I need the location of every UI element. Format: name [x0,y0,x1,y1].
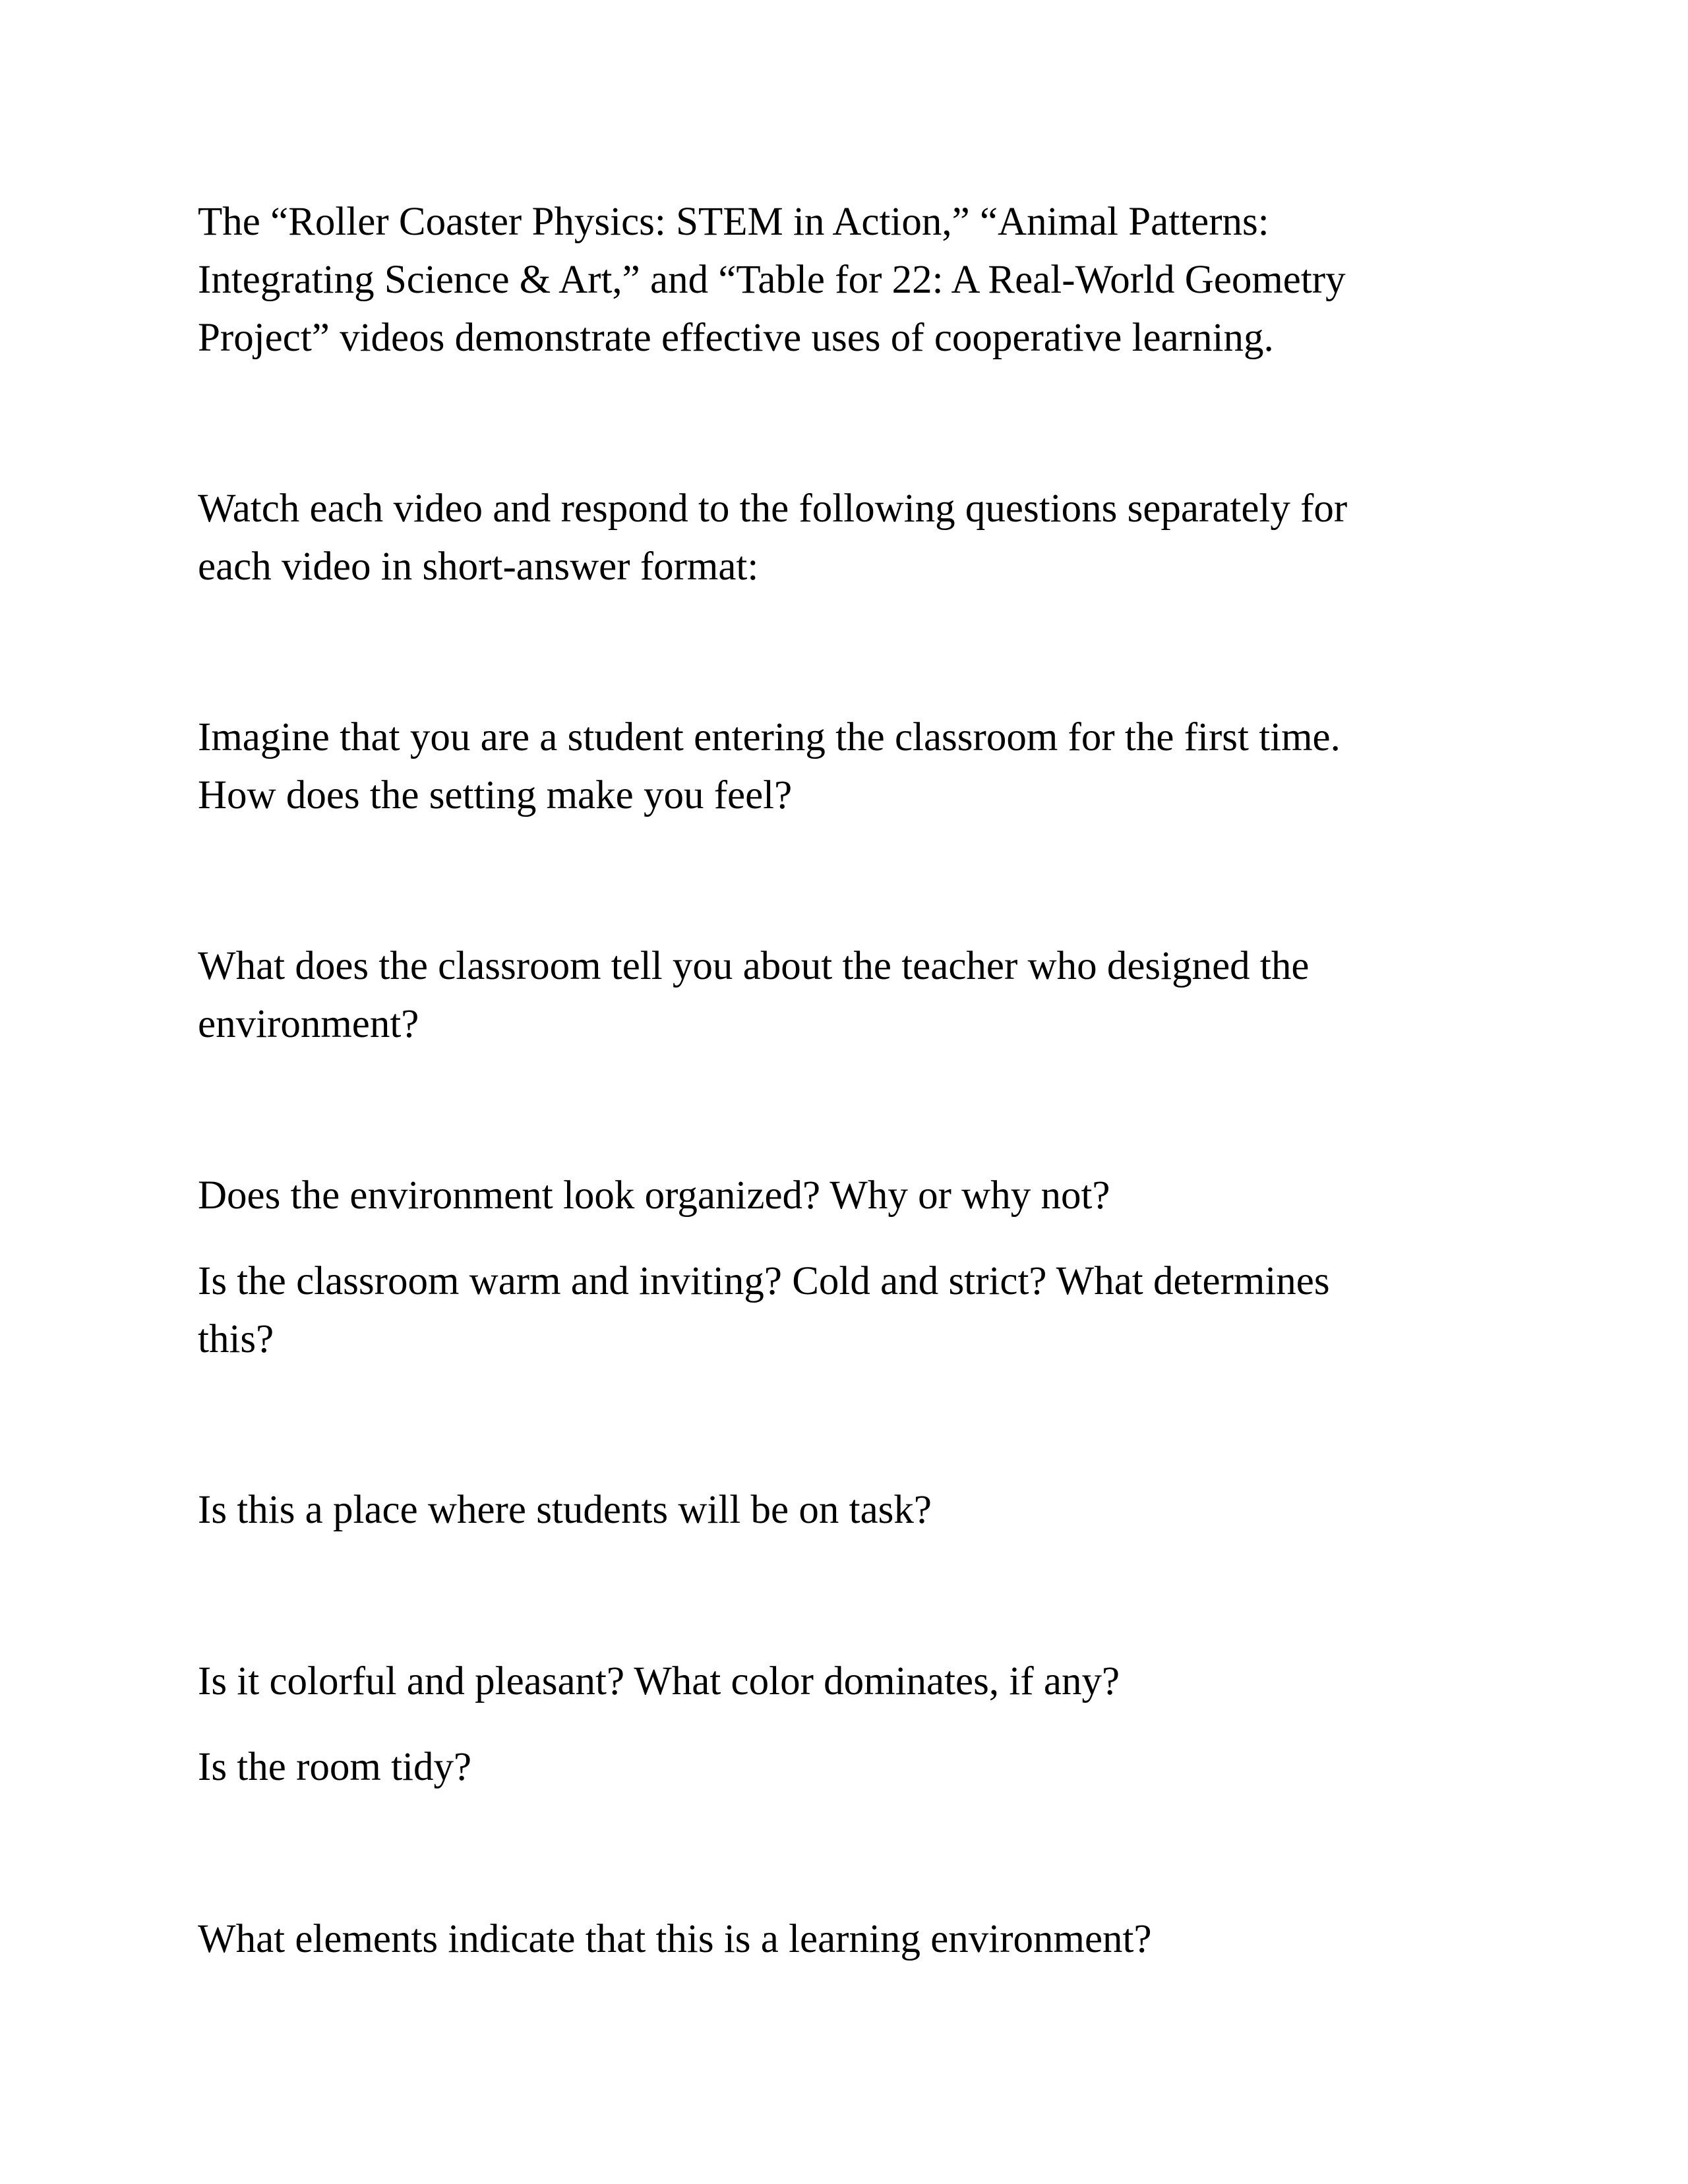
question-line: Is the classroom warm and inviting? Cold and strict? What determines [198,1259,1330,1303]
question-5 [198,1481,1503,1539]
question-line: environment? [198,1002,419,1046]
question-8 [198,1910,1503,1968]
intro-line: Project” videos demonstrate effective uses of cooperative learning. [198,316,1274,360]
question-line: this? [198,1317,274,1361]
question-line: Is it colorful and pleasant? What color dominates, if any? [198,1659,1120,1703]
question-7 [198,1738,1503,1796]
question-line: Is the room tidy? [198,1745,472,1789]
instructions-line: Watch each video and respond to the following questions separately for [198,487,1348,531]
question-4 [198,1253,1503,1369]
intro-line: The “Roller Coaster Physics: STEM in Action,” “Animal Patterns: [198,200,1269,244]
question-6 [198,1653,1503,1711]
question-2 [198,937,1503,1053]
question-line: What does the classroom tell you about the teacher who designed the [198,944,1310,988]
question-line: What elements indicate that this is a learning environment? [198,1917,1152,1961]
instructions-line: each video in short-answer format: [198,545,759,589]
question-line: Does the environment look organized? Why or why not? [198,1173,1110,1218]
question-3 [198,1167,1503,1225]
question-line: Imagine that you are a student entering the classroom for the first time. [198,715,1341,759]
question-line: Is this a place where students will be on task? [198,1488,932,1532]
intro-paragraph [198,193,1503,367]
question-line: How does the setting make you feel? [198,773,793,817]
question-1 [198,709,1503,825]
instructions-paragraph [198,480,1503,596]
intro-line: Integrating Science & Art,” and “Table for 22: A Real-World Geometry [198,258,1346,302]
